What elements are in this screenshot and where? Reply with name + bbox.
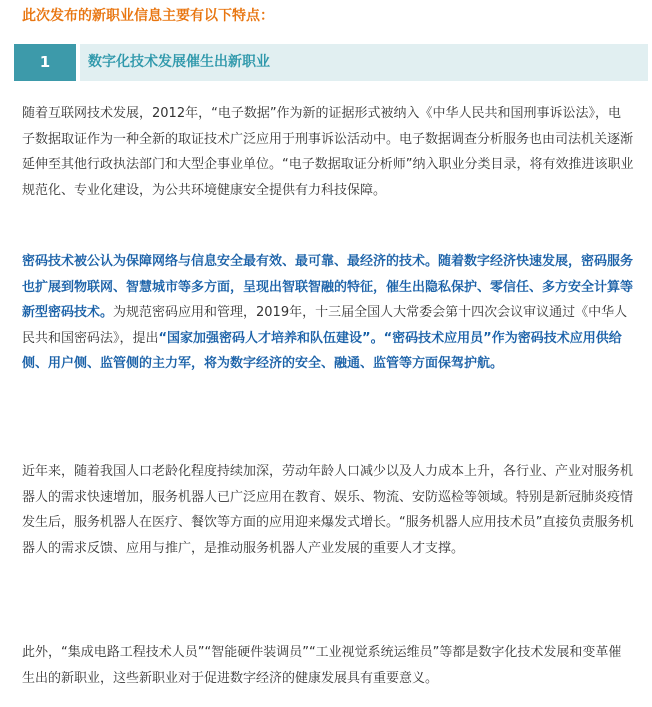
- intro-heading: 此次发布的新职业信息主要有以下特点：: [22, 8, 274, 24]
- section-number-badge: 1: [14, 44, 76, 81]
- section-header: [14, 44, 648, 81]
- paragraph-service-robots: 近年来，随着我国人口老龄化程度持续加深，劳动年龄人口减少以及人力成本上升，各行业、产业对服务机器人的需求快速增加，服务机器人已广泛应用在教育、娱乐、物流、安防巡检等领域。特别是新冠肺炎疫情发生后，服务机器人在医疗、餐饮等方面的应用迎来爆发式增长。“服务机器人应用技术员”直接负责服务机器人的需求反馈、应用与推广，是推动服务机器人产业发展的重要人才支撑。: [22, 464, 634, 556]
- cryptography-law-text: 为规范密码应用和管理，2019年，十三届全国人大常委会第十四次会议审议通过《中华人民共和国密码法》，提出: [22, 305, 628, 346]
- paragraph-other-occupations: 此外，“集成电路工程技术人员”“智能硬件装调员”“工业视觉系统运维员”等都是数字化技术发展和变革催生出的新职业，这些新职业对于促进数字经济的健康发展具有重要意义。: [22, 645, 622, 686]
- paragraph-cryptography: [22, 249, 634, 377]
- section-title: 数字化技术发展催生出新职业: [88, 54, 270, 70]
- highlight-cryptography-intro: 密码技术被公认为保障网络与信息安全最有效、最可靠、最经济的技术。随着数字经济快速发展，密码服务也扩展到物联网、智慧城市等多方面，呈现出智联智融的特征，催生出隐私保护、零信任、多方安全计算等新型密码技术。: [22, 254, 634, 320]
- highlight-cryptography-role: “国家加强密码人才培养和队伍建设”。“密码技术应用员”作为密码技术应用供给侧、用户侧、监管侧的主力军，将为数字经济的安全、融通、监管等方面保驾护航。: [22, 330, 622, 371]
- paragraph-electronic-data: 随着互联网技术发展，2012年，“电子数据”作为新的证据形式被纳入《中华人民共和国刑事诉讼法》，电子数据取证作为一种全新的取证技术广泛应用于刑事诉讼活动中。电子数据调查分析服务也由司法机关逐渐延伸至其他行政执法部门和大型企事业单位。“电子数据取证分析师”纳入职业分类目录，将有效推进该职业规范化、专业化建设，为公共环境健康安全提供有力科技保障。: [22, 106, 634, 198]
